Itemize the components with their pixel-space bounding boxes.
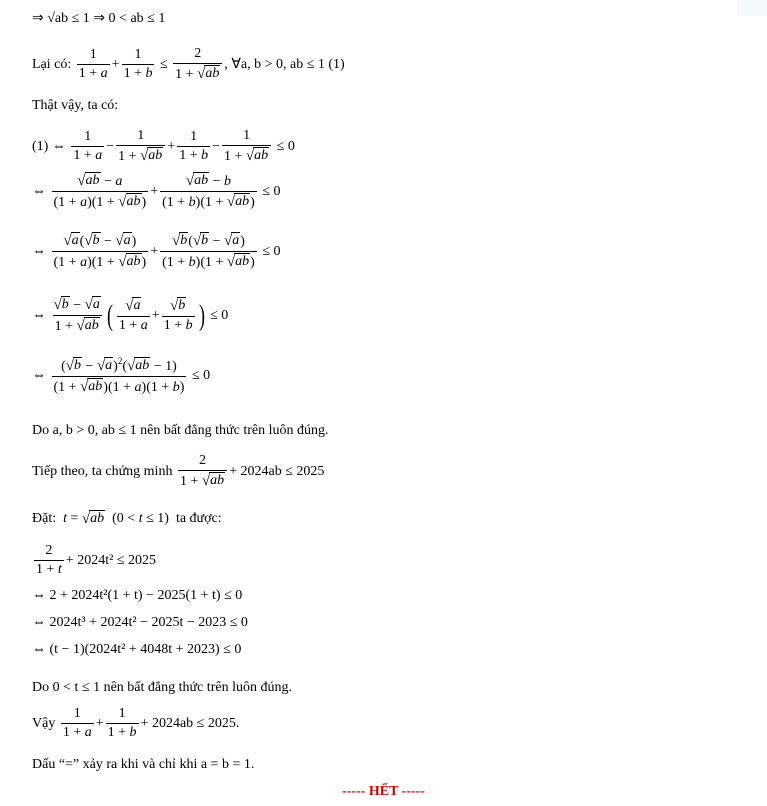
tiep-theo-line: Tiếp theo, ta chứng minh 2 1 + √ ab + 2024ab ≤ 2025 xyxy=(32,453,325,490)
implication-text: ⇒ √ab ≤ 1 ⇒ 0 < ab ≤ 1 xyxy=(32,11,166,26)
end-marker: ----- HẾT ----- xyxy=(342,784,425,799)
fraction: $\frac{1}{1 + a}$ xyxy=(78,47,108,82)
equiv-step-5: ⇔ ( √ b − √ a )$^2$( √ ab − 1) (1 + √ ab )(1 + a)(1 + b) ≤ 0 xyxy=(32,356,211,396)
t-step-4 xyxy=(32,642,241,658)
corner-watermark xyxy=(737,0,767,16)
equiv-step-2: ⇔ √ ab − a (1 + a)(1 + √ ab ) + √ ab − b (1 + b)(1 + √ ab ) ≤ 0 xyxy=(32,173,281,211)
t-step-3-text: ⇔ 2024t³ + 2024t² − 2025t − 2023 ≤ 0 xyxy=(32,615,248,630)
that-vay-line xyxy=(32,98,118,114)
equality-condition-text: Dấu “=” xảy ra khi và chỉ khi a = b = 1. xyxy=(32,757,255,772)
t-step-3 xyxy=(32,615,248,631)
t-step-4-text: ⇔ (t − 1)(2024t² + 4048t + 2023) ≤ 0 xyxy=(32,642,242,657)
equiv-step-4: ⇔ √ b − √ a 1 + √ ab ( √ a 1 + a + √ b 1 + b ) ≤ 0 xyxy=(32,297,229,335)
equiv-step-3: ⇔ √ a ( √ b − √ a ) (1 + a)(1 + √ ab ) + √ b ( √ b − √ a ) (1 + b)(1 + √ ab ) ≤ 0 xyxy=(32,233,281,271)
conclusion-2-text: Do 0 < t ≤ 1 nên bất đẳng thức trên luôn đúng. xyxy=(32,680,292,695)
dat-line: Đặt: t = √ ab (0 < t ≤ 1) ta được: xyxy=(32,510,222,528)
lai-co-label: Lại có: xyxy=(32,56,72,72)
t-step-2-text: ⇔ 2 + 2024t²(1 + t) − 2025(1 + t) ≤ 0 xyxy=(32,588,243,603)
fraction: 2 1 + √ ab xyxy=(173,46,222,83)
t-step-1-tail: + 2024t² ≤ 2025 xyxy=(65,552,156,568)
vay-line: Vậy $\frac{1}{1 + a}$ + $\frac{1}{1 + b}$ + 2024ab ≤ 2025. xyxy=(32,706,240,740)
t-step-1: $\frac{2}{1 + t}$ + 2024t² ≤ 2025 xyxy=(36,543,156,577)
conclusion-1-text: Do a, b > 0, ab ≤ 1 nên bất đẳng thức trên luôn đúng. xyxy=(32,423,329,438)
tiep-theo-tail: + 2024ab ≤ 2025 xyxy=(229,463,325,479)
dat-label: Đặt: xyxy=(32,510,57,526)
lai-co-condition: ∀a, b > 0, ab ≤ 1 (1) xyxy=(231,57,345,73)
tiep-theo-text: Tiếp theo, ta chứng minh xyxy=(32,463,173,479)
conclusion-1 xyxy=(32,423,329,439)
conclusion-2 xyxy=(32,680,292,696)
vay-label: Vậy xyxy=(32,715,56,731)
vay-tail: + 2024ab ≤ 2025. xyxy=(140,715,240,731)
t-step-2 xyxy=(32,588,242,604)
that-vay-text: Thật vậy, ta có: xyxy=(32,98,119,113)
dat-tail: ta được: xyxy=(175,510,222,526)
equality-condition xyxy=(32,757,254,773)
fraction: $\frac{1}{1 + b}$ xyxy=(123,47,153,82)
implication-line xyxy=(32,10,165,27)
equiv-step-1: (1) ⇔ $\frac{1}{1 + a}$ − 1 1 + √ ab + $\frac{1}{1 + b}$ − 1 1 + √ ab ≤ 0 xyxy=(32,128,295,165)
lai-co-line: Lại có: $\frac{1}{1 + a}$ + $\frac{1}{1 + b}$ ≤ 2 1 + √ ab , ∀a, b > 0, ab ≤ 1 (1) xyxy=(32,46,345,83)
